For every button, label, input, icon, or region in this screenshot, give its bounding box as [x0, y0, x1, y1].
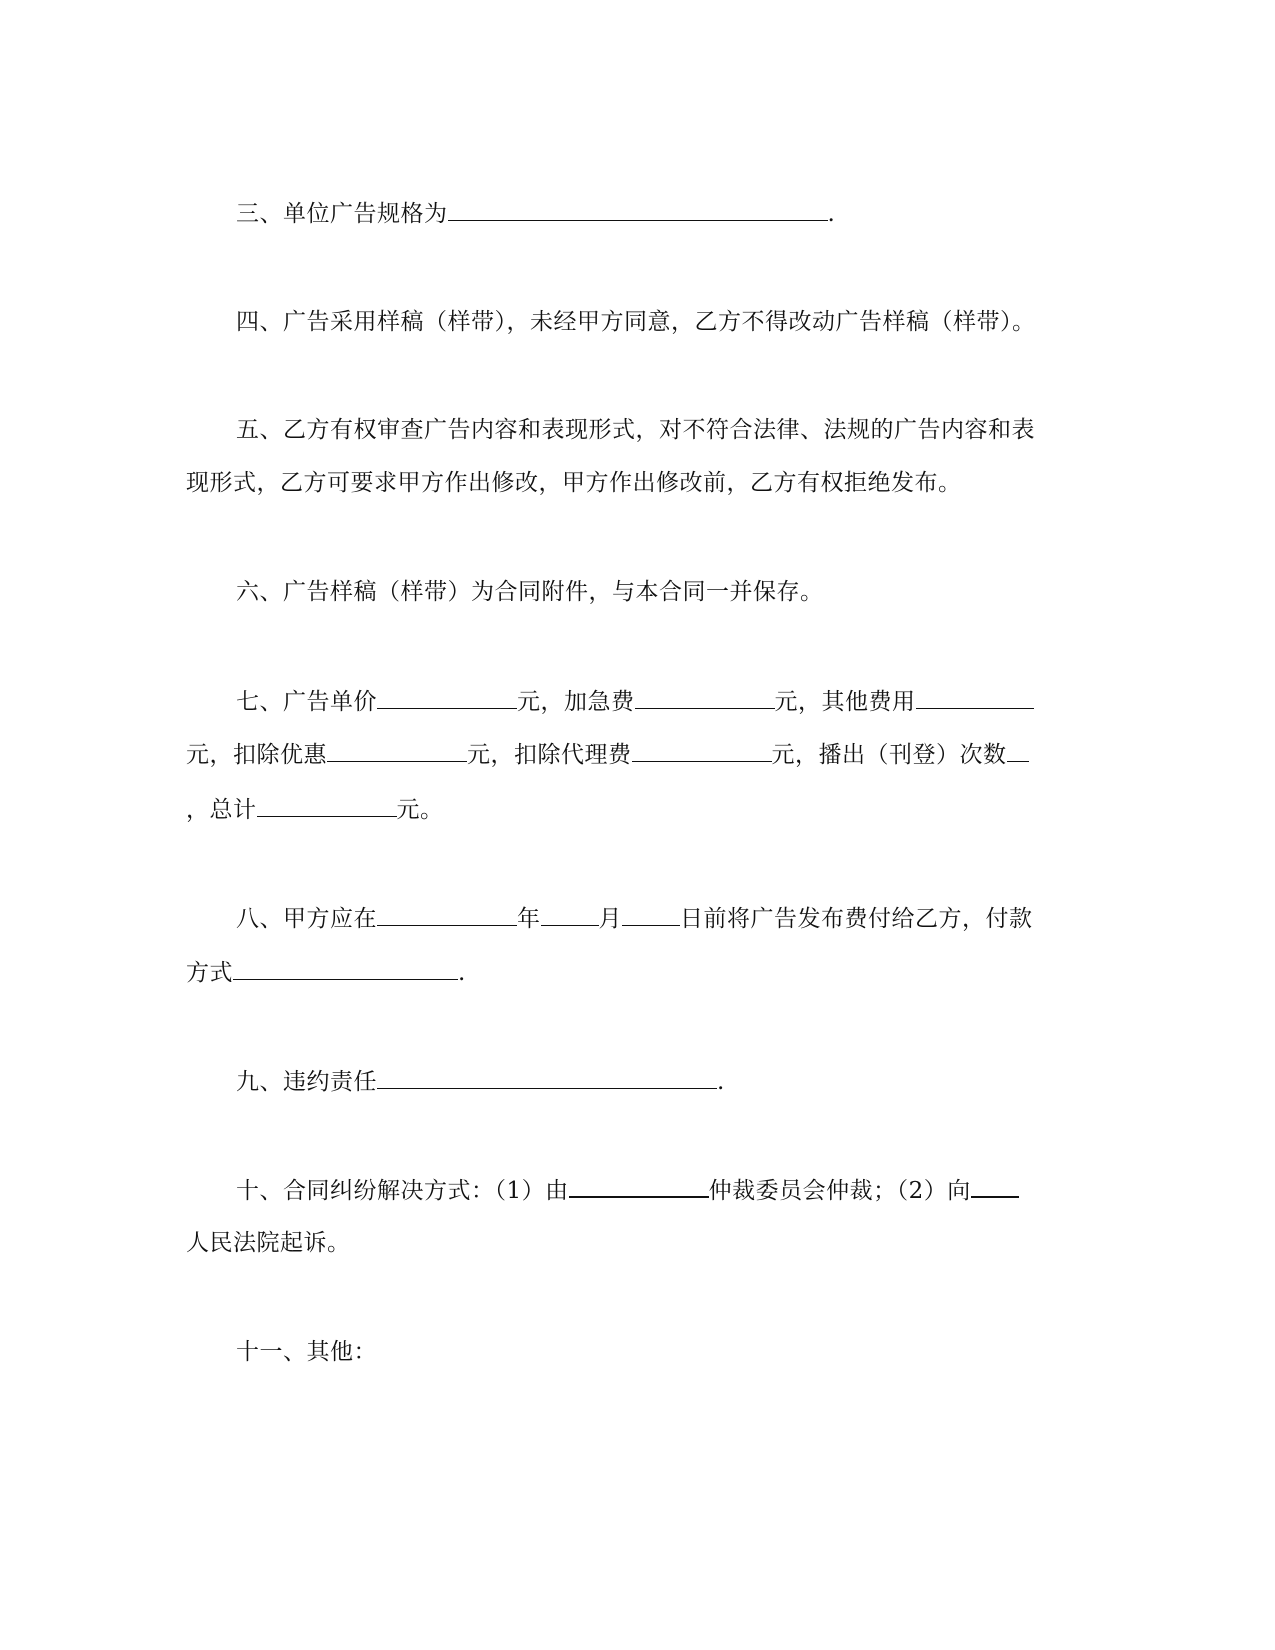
clause-10-line-2: [186, 1228, 351, 1258]
clause-7-line-3: [186, 794, 444, 825]
clause-5-text-2: 现形式，乙方可要求甲方作出修改，甲方作出修改前，乙方有权拒绝发布。: [186, 470, 962, 496]
breach-liability-blank: [377, 1066, 717, 1089]
clause-3-end: .: [827, 201, 836, 227]
clause-8-end: .: [458, 960, 466, 986]
clause-7-yuan-5: 元，播出（刊登）次数: [771, 742, 1007, 768]
clause-8-year: 年: [517, 906, 541, 932]
day-blank: [622, 903, 680, 926]
clause-7-total-label: ，总计: [186, 797, 257, 823]
clause-10-line-1: [236, 1174, 1019, 1206]
clause-10-text-2: 人民法院起诉。: [186, 1230, 351, 1256]
clause-7-line-1: [236, 686, 1034, 717]
clause-10-part-1: 十、合同纠纷解决方式：（1）由: [236, 1178, 569, 1204]
clause-7-line-2: [186, 739, 1029, 770]
clause-3: [236, 198, 835, 229]
clause-10-part-2: 仲裁委员会仲裁；（2）向: [708, 1178, 971, 1204]
clause-7-yuan-3: 元，扣除优惠: [186, 742, 327, 768]
clause-8-label: 八、甲方应在: [236, 906, 377, 932]
clause-9-text: 九、违约责任: [236, 1069, 377, 1095]
agency-fee-blank: [632, 739, 772, 762]
month-blank: [541, 903, 599, 926]
clause-6-text: 六、广告样稿（样带）为合同附件，与本合同一并保存。: [236, 579, 824, 605]
clause-3-text: 三、单位广告规格为: [236, 201, 448, 227]
clause-7-yuan-6: 元。: [396, 797, 444, 823]
clause-4: [236, 307, 1036, 337]
broadcast-count-blank: [1007, 739, 1029, 762]
payment-method-blank: [233, 957, 458, 980]
clause-11: [236, 1337, 377, 1367]
arbitration-committee-blank: [569, 1174, 709, 1198]
clause-8-method: 方式: [186, 960, 233, 986]
clause-11-text: 十一、其他：: [236, 1339, 377, 1365]
unit-price-blank: [377, 686, 517, 709]
clause-7-price-label: 七、广告单价: [236, 689, 377, 715]
clause-5-line-1: [236, 415, 1035, 445]
clause-8-rest: 日前将广告发布费付给乙方，付款: [680, 906, 1033, 932]
clause-6: [236, 577, 824, 607]
rush-fee-blank: [635, 686, 775, 709]
clause-9-end: .: [717, 1069, 725, 1095]
clause-5-line-2: [186, 468, 962, 498]
clause-8-line-1: [236, 903, 1033, 934]
total-blank: [257, 794, 397, 817]
discount-blank: [327, 739, 467, 762]
court-blank: [971, 1174, 1019, 1198]
clause-4-text: 四、广告采用样稿（样带），未经甲方同意，乙方不得改动广告样稿（样带）。: [236, 309, 1036, 335]
clause-7-yuan-4: 元，扣除代理费: [467, 742, 632, 768]
clause-9: [236, 1066, 725, 1097]
year-blank: [377, 903, 517, 926]
ad-spec-blank: [448, 198, 828, 221]
clause-7-yuan-2: 元，其他费用: [774, 689, 916, 715]
clause-5-text-1: 五、乙方有权审查广告内容和表现形式，对不符合法律、法规的广告内容和表: [236, 417, 1035, 443]
clause-7-yuan-1: 元，加急费: [517, 689, 635, 715]
clause-8-month: 月: [598, 906, 622, 932]
other-fees-blank: [916, 686, 1034, 709]
clause-8-line-2: [186, 957, 466, 988]
